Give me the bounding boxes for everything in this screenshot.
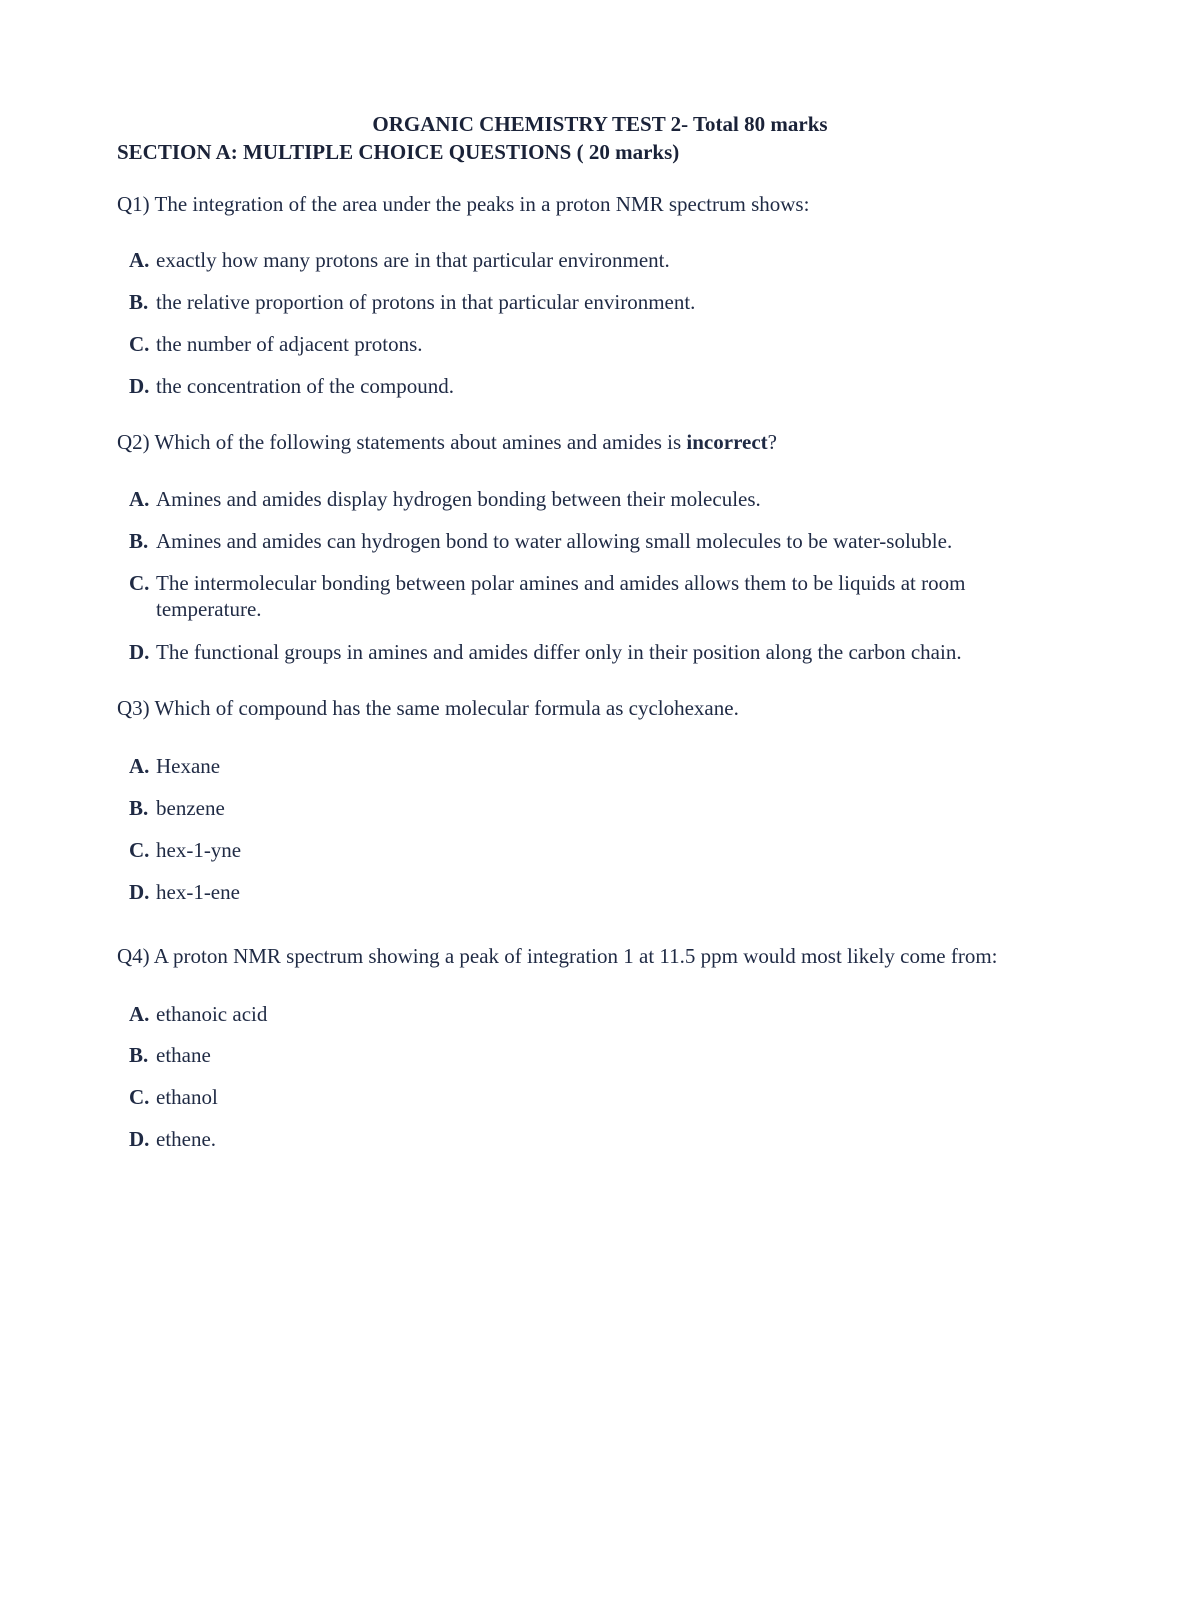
question-2-stem-end: ? xyxy=(767,430,777,454)
option-text: Amines and amides display hydrogen bonding between their molecules. xyxy=(156,487,761,511)
section-heading: SECTION A: MULTIPLE CHOICE QUESTIONS ( 20 marks) xyxy=(117,140,680,164)
option-text: hex-1-ene xyxy=(156,880,240,904)
option-text: ethanoic acid xyxy=(156,1002,268,1026)
option-letter: D. xyxy=(129,1127,150,1151)
option-letter: B. xyxy=(129,796,149,820)
option-text: ethane xyxy=(156,1043,211,1067)
question-3-option-d xyxy=(129,879,1129,905)
option-text: ethene. xyxy=(156,1127,217,1151)
option-text: hex-1-yne xyxy=(156,838,242,862)
option-text: the number of adjacent protons. xyxy=(156,332,423,356)
question-1-option-c xyxy=(129,331,1129,357)
test-title: ORGANIC CHEMISTRY TEST 2- Total 80 marks xyxy=(372,112,828,136)
question-1-option-b xyxy=(129,289,1129,315)
question-2-option-b xyxy=(129,528,1129,554)
option-letter: B. xyxy=(129,1043,149,1067)
option-letter: C. xyxy=(129,571,150,595)
option-text: The functional groups in amines and amides differ only in their position along the carbon chain. xyxy=(156,640,962,664)
option-text: the concentration of the compound. xyxy=(156,374,454,398)
option-letter: C. xyxy=(129,838,150,862)
question-2-stem xyxy=(117,430,777,455)
option-letter: D. xyxy=(129,640,150,664)
question-2-option-a xyxy=(129,486,1129,512)
question-3-option-b xyxy=(129,795,1129,821)
option-letter: A. xyxy=(129,1002,150,1026)
option-letter: C. xyxy=(129,1085,150,1109)
option-text: Amines and amides can hydrogen bond to water allowing small molecules to be water-soluble. xyxy=(156,529,953,553)
option-letter: A. xyxy=(129,487,150,511)
option-text: the relative proportion of protons in that particular environment. xyxy=(156,290,696,314)
option-text: The intermolecular bonding between polar amines and amides allows them to be liquids at room temperature. xyxy=(156,571,966,621)
option-letter: D. xyxy=(129,374,150,398)
question-2-option-c xyxy=(129,570,1076,622)
option-text: ethanol xyxy=(156,1085,218,1109)
option-letter: D. xyxy=(129,880,150,904)
question-4-option-a xyxy=(129,1001,1129,1027)
option-letter: B. xyxy=(129,529,149,553)
question-4-stem: Q4) A proton NMR spectrum showing a peak of integration 1 at 11.5 ppm would most likely come from: xyxy=(117,944,998,968)
question-3-option-a xyxy=(129,753,1129,779)
option-letter: C. xyxy=(129,332,150,356)
option-letter: A. xyxy=(129,754,150,778)
question-3-stem: Q3) Which of compound has the same molecular formula as cyclohexane. xyxy=(117,696,739,720)
question-4-option-b xyxy=(129,1042,1129,1068)
question-4-option-d xyxy=(129,1126,1129,1152)
question-1-stem: Q1) The integration of the area under the peaks in a proton NMR spectrum shows: xyxy=(117,192,810,216)
question-1-option-a xyxy=(129,247,1129,273)
option-letter: B. xyxy=(129,290,149,314)
question-2-option-d xyxy=(129,639,1129,665)
question-4-option-c xyxy=(129,1084,1129,1110)
question-2-stem-emphasis: incorrect xyxy=(686,430,768,454)
option-letter: A. xyxy=(129,248,150,272)
option-text: Hexane xyxy=(156,754,221,778)
question-2-stem-start: Q2) Which of the following statements about amines and amides is xyxy=(117,430,687,454)
question-1-option-d xyxy=(129,373,1129,399)
option-text: benzene xyxy=(156,796,225,820)
question-3-option-c xyxy=(129,837,1129,863)
option-text: exactly how many protons are in that particular environment. xyxy=(156,248,670,272)
